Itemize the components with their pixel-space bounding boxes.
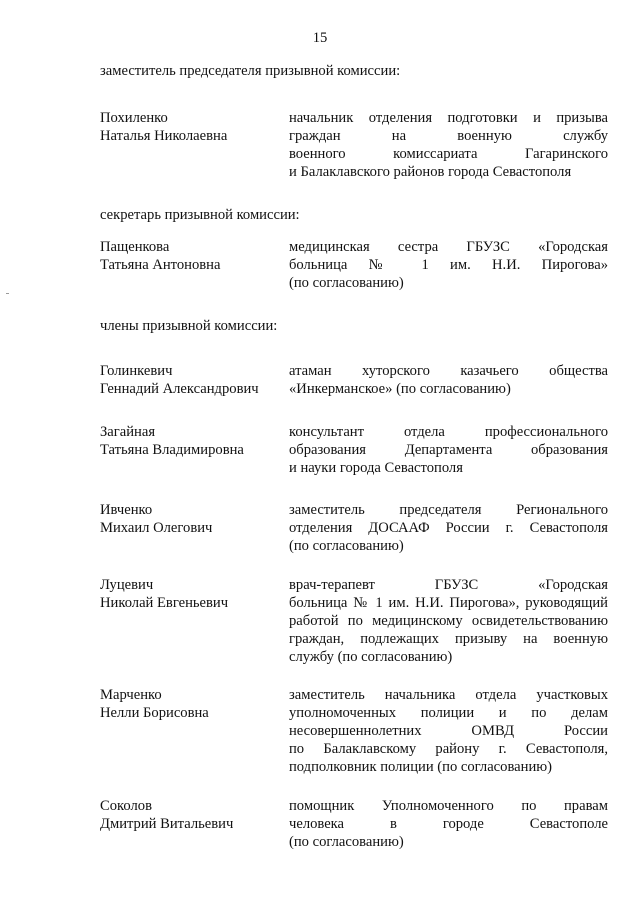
- role-line: (по согласованию): [289, 275, 404, 291]
- role-line: уполномоченных полиции и по делам: [289, 705, 608, 721]
- member-name-ivchenko: Ивченко Михаил Олегович: [100, 502, 213, 536]
- role-line: службу (по согласованию): [289, 649, 453, 665]
- role-line: по Балаклавскому району г. Севастополя,: [289, 741, 608, 757]
- role-line: и Балаклавского районов города Севастополя: [289, 164, 572, 180]
- role-line: военного комиссариата Гагаринского: [289, 146, 608, 162]
- role-line: подполковник полиции (по согласованию): [289, 759, 553, 775]
- member-name-marchenko: Марченко Нелли Борисовна: [100, 687, 209, 721]
- role-line: заместитель начальника отдела участковых: [289, 687, 608, 703]
- deputy-chair-heading: заместитель председателя призывной комиссии:: [100, 63, 401, 79]
- member-role-marchenko: [289, 686, 608, 776]
- role-line: заместитель председателя Регионального: [289, 502, 608, 518]
- member-name-zagaynaya: Загайная Татьяна Владимировна: [100, 424, 244, 458]
- role-line: больница № 1 им. Н.И. Пирогова»: [289, 257, 608, 273]
- member-role-lutsevich: [289, 576, 608, 666]
- members-heading: члены призывной комиссии:: [100, 318, 278, 334]
- member-role-pashchenkova: [289, 238, 608, 292]
- role-line: больница № 1 им. Н.И. Пирогова», руководящий: [289, 595, 608, 611]
- margin-mark: [6, 293, 9, 294]
- role-line: (по согласованию): [289, 834, 404, 850]
- role-line: образования Департамента образования: [289, 442, 608, 458]
- member-name-sokolov: Соколов Дмитрий Витальевич: [100, 798, 234, 832]
- role-line: помощник Уполномоченного по правам: [289, 798, 608, 814]
- member-role-sokolov: [289, 797, 608, 851]
- member-role-zagaynaya: [289, 423, 608, 477]
- role-line: атаман хуторского казачьего общества: [289, 363, 608, 379]
- role-line: врач-терапевт ГБУЗС «Городская: [289, 577, 608, 593]
- member-role-golinkevich: [289, 362, 608, 398]
- role-line: начальник отделения подготовки и призыва: [289, 110, 608, 126]
- page-number: 15: [312, 30, 328, 46]
- role-line: несовершеннолетних ОМВД России: [289, 723, 608, 739]
- member-name-lutsevich: Луцевич Николай Евгеньевич: [100, 577, 229, 611]
- role-line: медицинская сестра ГБУЗС «Городская: [289, 239, 608, 255]
- role-line: работой по медицинскому освидетельствованию: [289, 613, 608, 629]
- role-line: отделения ДОСААФ России г. Севастополя: [289, 520, 608, 536]
- member-name-pashchenkova: Пащенкова Татьяна Антоновна: [100, 239, 221, 273]
- role-line: «Инкерманское» (по согласованию): [289, 381, 511, 397]
- role-line: граждан на военную службу: [289, 128, 608, 144]
- role-line: (по согласованию): [289, 538, 404, 554]
- secretary-heading: секретарь призывной комиссии:: [100, 207, 300, 223]
- role-line: граждан, подлежащих призыву на военную: [289, 631, 608, 647]
- member-role-ivchenko: [289, 501, 608, 555]
- role-line: и науки города Севастополя: [289, 460, 463, 476]
- member-name-pokhilenko: Похиленко Наталья Николаевна: [100, 110, 228, 144]
- member-name-golinkevich: Голинкевич Геннадий Александрович: [100, 363, 259, 397]
- role-line: консультант отдела профессионального: [289, 424, 608, 440]
- member-role-pokhilenko: [289, 109, 608, 181]
- role-line: человека в городе Севастополе: [289, 816, 608, 832]
